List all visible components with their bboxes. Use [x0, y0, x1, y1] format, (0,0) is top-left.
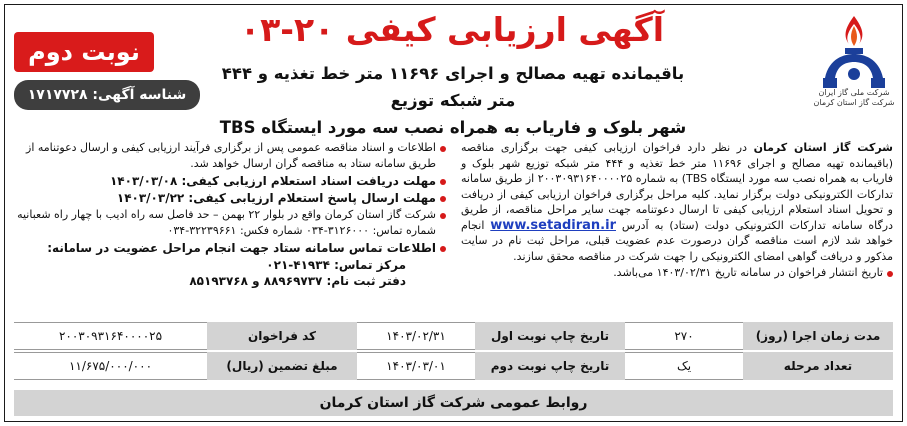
details-list [14, 140, 446, 289]
publish-date-text: تاریخ انتشار فراخوان در سامانه تاریخ ۱۴۰۳/۰۲/۳۱ می‌باشد. [613, 266, 883, 279]
public-relations-footer: روابط عمومی شرکت گاز استان کرمان [14, 390, 893, 416]
documents-info: اطلاعات و اسناد مناقصه عمومی پس از برگزاری فرآیند ارزیابی کیفی و ارسال دعوتنامه از طریق سامانه ستاد به مناقصه گران ارسال خواهد شد. [26, 141, 436, 170]
subtitle-line-2: شهر بلوک و فاریاب به همراه نصب سه مورد ایستگاه TBS [219, 118, 687, 137]
second-round-badge: نوبت دوم [14, 32, 154, 72]
setad-link[interactable]: www.setadiran.ir [490, 217, 616, 233]
info-table [14, 320, 893, 382]
company-address: شرکت گاز استان کرمان واقع در بلوار ۲۲ بهمن – حد فاصل سه راه ادیب با چهار راه شعبانیه شماره تماس: ۳۱۲۶۰۰۰-۰۳۴ شماره فکس: ۳۲۲۳۹۶۶۱-۰۳۴ [17, 208, 436, 237]
receive-deadline: مهلت دریافت اسناد استعلام ارزیابی کیفی: ۱۴۰۳/۰۳/۰۸ [109, 174, 436, 188]
table-label: مبلغ تضمین (ریال) [207, 352, 357, 380]
announcement-paragraph [461, 140, 893, 264]
list-item [14, 140, 446, 172]
table-value: یک [625, 352, 743, 380]
table-label: تاریخ چاپ نوبت دوم [475, 352, 625, 380]
logo-caption-line-2: شرکت گاز استان کرمان [813, 98, 895, 107]
table-value: ۲۰۰۳۰۹۳۱۶۴۰۰۰۰۲۵ [14, 322, 207, 350]
table-value: ۲۷۰ [625, 322, 743, 350]
logo-caption [811, 88, 897, 108]
setad-contact-title: اطلاعات تماس سامانه ستاد جهت انجام مراحل عضویت در سامانه: [47, 241, 436, 255]
paragraph-part-a: در نظر دارد فراخوان ارزیابی کیفی جهت برگزاری مناقصه (باقیمانده تهیه مصالح و اجرای ۱۱۶۹۶ متر خط تغذیه و ۴۴۴ متر شبکه توزیع شهر بلوک و فاریاب به همراه نصب سه مورد ایستگاه TBS) به شماره ۲۰۰۳۰۹۳۱۶۴۰۰۰۰۲۵ از طریق سامانه تدارکات الکترونیکی دولت برگزار نماید. کلیه مراحل برگزاری فراخوان ارزیابی کیفی از دریافت و تحویل اسناد استعلام ارزیابی کیفی تا ارسال دعوتنامه جهت سایر مراحل مناقصه، از طریق درگاه سامانه تدارکات الکترونیکی دولت (ستاد) به آدرس [461, 141, 894, 232]
table-value: ۱۴۰۳/۰۳/۰۱ [357, 352, 475, 380]
list-item [14, 190, 446, 206]
table-row [14, 352, 893, 380]
ad-headline: آگهی ارزیابی کیفی ۲۰-۰۳ [239, 10, 665, 49]
table-row [14, 322, 893, 350]
paragraph-part-b: انجام خواهد شد لازم است مناقصه گران درصورت عدم عضویت قبلی، مراحل ثبت نام در سایت مذکور و دریافت گواهی امضای الکترونیکی را جهت شرکت در مناقصه محقق سازند. [461, 218, 893, 263]
publish-date-item [461, 265, 893, 281]
table-value: ۱۱/۶۷۵/۰۰۰/۰۰۰ [14, 352, 207, 380]
list-item [14, 240, 446, 256]
ad-number-badge: شناسه آگهی: ۱۷۱۷۷۲۸ [14, 80, 200, 110]
table-label: تعداد مرحله [743, 352, 893, 380]
center-contact: مرکز تماس: ۴۱۹۳۴-۰۲۱ [266, 258, 406, 272]
logo-caption-line-1: شرکت ملی گاز ایران [818, 88, 890, 97]
company-name: شرکت گاز استان کرمان [753, 141, 893, 154]
registry-office: دفتر ثبت نام: ۸۸۹۶۹۷۳۷ و ۸۵۱۹۳۷۶۸ [189, 274, 406, 288]
list-item [14, 207, 446, 239]
ad-subtitle [216, 60, 690, 141]
subtitle-line-1: باقیمانده تهیه مصالح و اجرای ۱۱۶۹۶ متر خط تغذیه و ۴۴۴ متر شبکه توزیع [221, 64, 685, 110]
announcement-text [461, 140, 893, 282]
table-label: کد فراخوان [207, 322, 357, 350]
list-item [14, 173, 446, 189]
submit-deadline: مهلت ارسال پاسخ استعلام ارزیابی کیفی: ۱۴۰۳/۰۳/۲۲ [116, 191, 436, 205]
table-label: تاریخ چاپ نوبت اول [475, 322, 625, 350]
table-label: مدت زمان اجرا (روز) [743, 322, 893, 350]
table-value: ۱۴۰۳/۰۲/۳۱ [357, 322, 475, 350]
